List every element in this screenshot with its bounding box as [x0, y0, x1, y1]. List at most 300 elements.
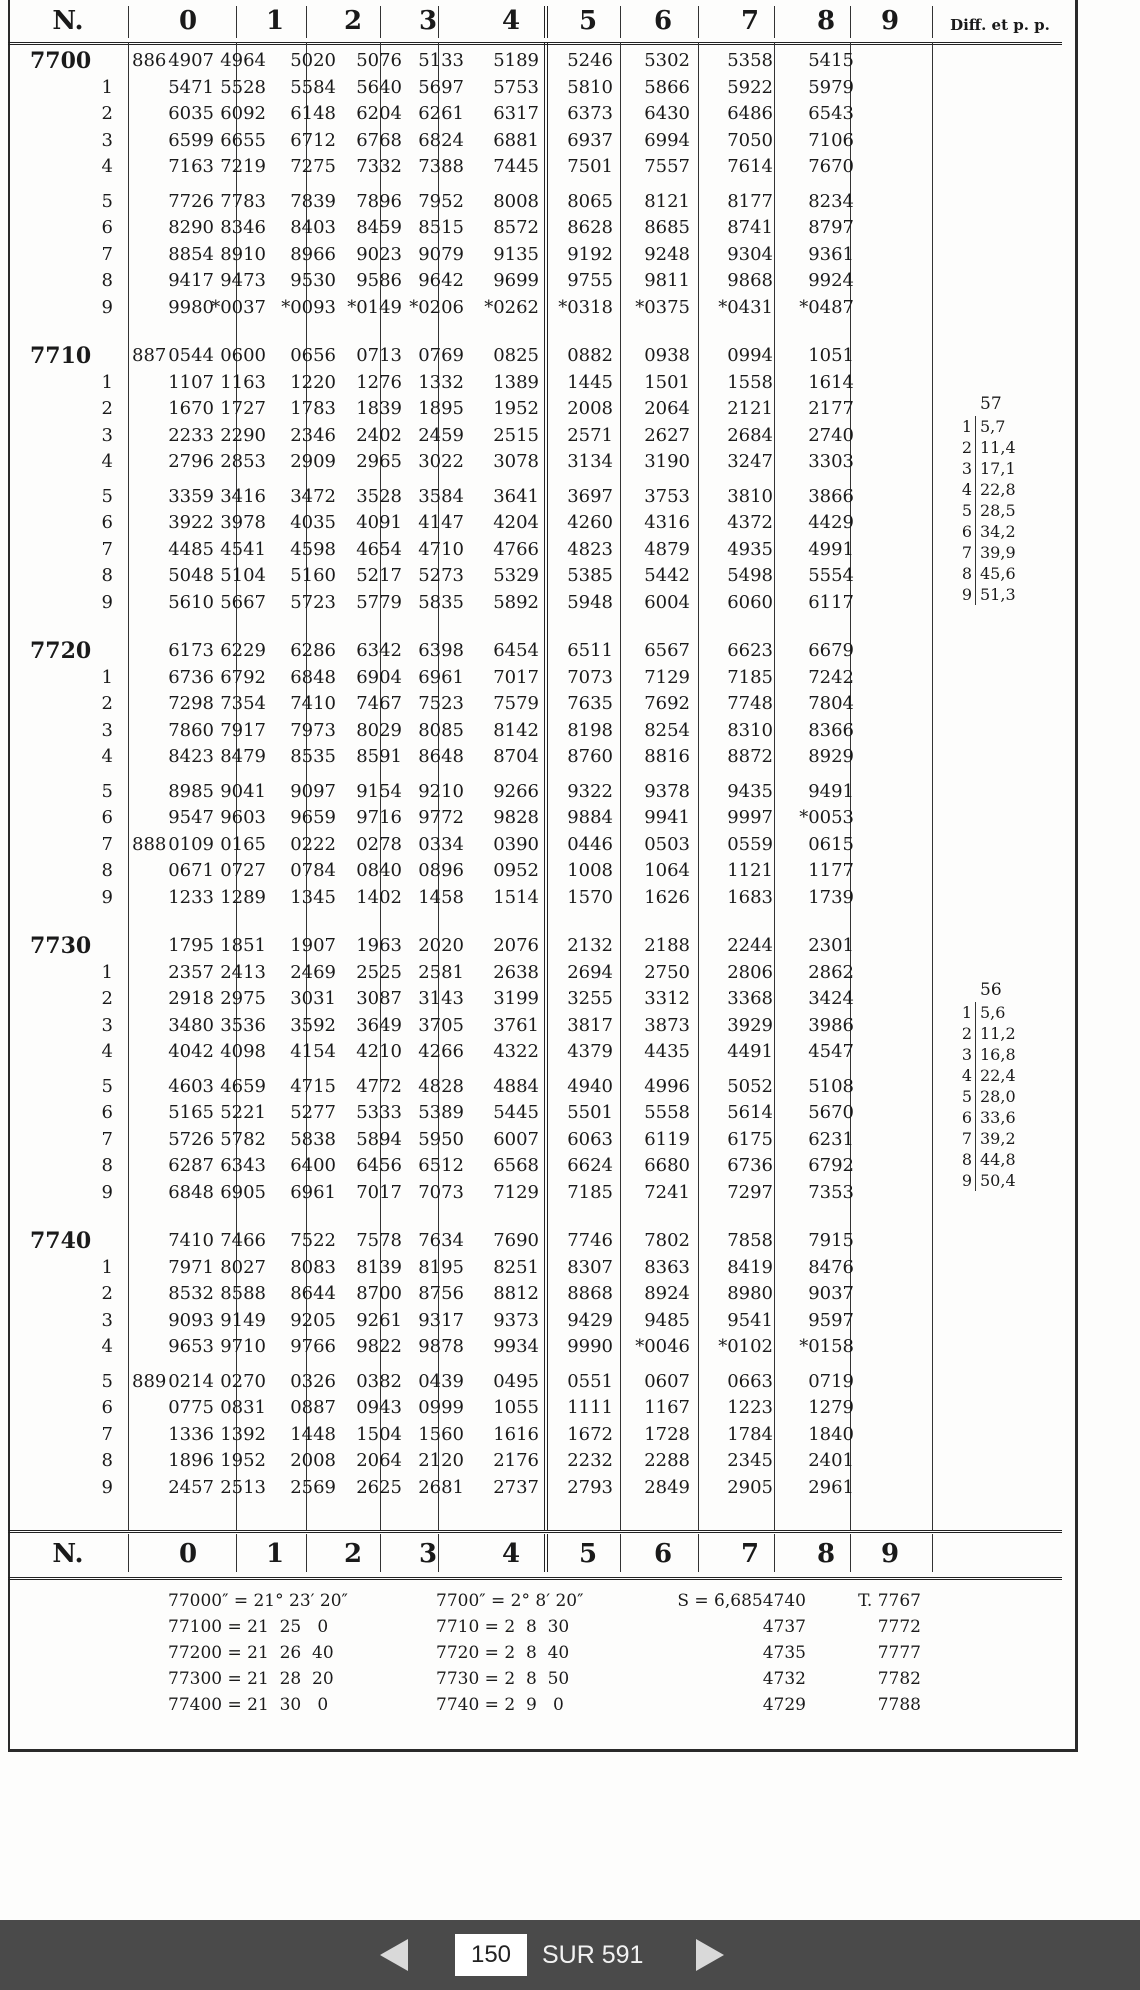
pp-value: 44,8: [980, 1150, 1016, 1169]
table-cell: 5277: [290, 1102, 336, 1123]
row-number: 7700: [30, 48, 92, 74]
table-row: [8, 50, 1062, 72]
header-rule: [544, 6, 548, 38]
note-line: 7700″ = 2° 8′ 20″: [436, 1591, 584, 1611]
table-cell: 7634: [418, 1230, 464, 1251]
ftr-digit-1: 1: [265, 1539, 285, 1569]
table-row: [8, 297, 1062, 319]
table-cell: 8588: [220, 1283, 266, 1304]
row-number: 1: [101, 76, 113, 98]
table-row: [8, 1015, 1062, 1037]
table-cell: 6007: [493, 1128, 539, 1150]
table-cell: 2121: [727, 398, 773, 419]
row-number: 4: [101, 451, 113, 472]
table-cell: 6994: [644, 129, 690, 151]
pp-row: [950, 542, 1016, 563]
table-cell: 6905: [220, 1181, 266, 1203]
table-cell: 3922: [168, 512, 214, 533]
row-number: 7740: [30, 1228, 92, 1254]
note-line: 4735: [762, 1643, 806, 1663]
table-cell: 6768: [356, 129, 402, 151]
table-cell: 5667: [220, 591, 266, 613]
table-cell: 6373: [567, 103, 613, 124]
table-cell: 0671: [168, 860, 214, 881]
pp-row: [950, 563, 1016, 584]
table-cell: 6655: [220, 129, 266, 151]
row-number: 1: [101, 371, 113, 393]
footer-rule: [438, 1534, 439, 1572]
hdr-digit-1: 1: [265, 6, 285, 36]
table-cell: 0165: [220, 833, 266, 855]
pp-row: [950, 1149, 1016, 1170]
table-cell: *0262: [484, 296, 539, 318]
note-line: 7710 = 2 8 30: [436, 1617, 570, 1637]
table-cell: 0896: [418, 860, 464, 881]
proportional-parts-57: [950, 392, 1016, 605]
table-cell: 1952: [220, 1450, 266, 1471]
table-cell: 0559: [727, 833, 773, 855]
table-cell: 0831: [220, 1397, 266, 1418]
table-cell: 2918: [168, 988, 214, 1009]
table-cell: 8704: [493, 746, 539, 767]
row-number: 7: [101, 1128, 113, 1150]
table-cell: 3753: [644, 485, 690, 507]
table-cell: 2008: [290, 1450, 336, 1471]
table-cell: 1839: [356, 398, 402, 419]
table-cell: 1558: [727, 371, 773, 393]
table-cell: 2457: [168, 1476, 214, 1498]
table-cell: 5221: [220, 1102, 266, 1123]
diff-label: Diff. et p. p.: [950, 16, 1050, 34]
table-cell: 8741: [727, 217, 773, 238]
table-row: [8, 425, 1062, 447]
header-rule: [380, 6, 381, 38]
table-cell: 5333: [356, 1102, 402, 1123]
table-cell: 2177: [808, 398, 854, 419]
hdr-digit-4: 4: [501, 6, 521, 36]
mantissa-prefix: 887: [132, 345, 167, 366]
ftr-digit-6: 6: [653, 1539, 673, 1569]
table-cell: 9530: [290, 270, 336, 291]
hdr-digit-7: 7: [740, 6, 760, 36]
table-cell: 7129: [493, 1181, 539, 1203]
table-row: [8, 1155, 1062, 1177]
table-cell: 4091: [356, 512, 402, 533]
pp-key: 4: [950, 1065, 976, 1086]
pp-key: 3: [950, 458, 976, 479]
table-cell: 4766: [493, 538, 539, 560]
table-row: [8, 156, 1062, 178]
table-cell: 4491: [727, 1041, 773, 1062]
table-cell: 5558: [644, 1102, 690, 1123]
page-count-label: SUR 591: [542, 1941, 644, 1969]
pp-row: [950, 500, 1016, 521]
table-cell: 4991: [808, 538, 854, 560]
footer-rule: [380, 1534, 381, 1572]
pp-row: [950, 1044, 1016, 1065]
table-cell: 5442: [644, 565, 690, 586]
table-cell: 2301: [808, 935, 854, 956]
table-cell: 9485: [644, 1309, 690, 1331]
table-cell: 0887: [290, 1397, 336, 1418]
hdr-digit-5: 5: [578, 6, 598, 36]
table-cell: 2909: [290, 451, 336, 472]
table-cell: 3190: [644, 451, 690, 472]
pp-key: 2: [950, 437, 976, 458]
table-cell: 9541: [727, 1309, 773, 1331]
table-cell: 5329: [493, 565, 539, 586]
table-row: [8, 746, 1062, 768]
table-cell: 5052: [727, 1075, 773, 1097]
table-cell: 7129: [644, 666, 690, 688]
pp-value: 28,0: [980, 1087, 1016, 1106]
table-cell: 9435: [727, 780, 773, 802]
row-number: 6: [101, 1397, 113, 1418]
table-cell: 1626: [644, 886, 690, 908]
row-number: 2: [101, 1283, 113, 1304]
table-cell: 0109: [168, 833, 214, 855]
table-cell: 0663: [727, 1370, 773, 1392]
row-number: 3: [101, 424, 113, 446]
table-cell: 1392: [220, 1423, 266, 1445]
table-cell: 8572: [493, 217, 539, 238]
pp-value: 16,8: [980, 1045, 1016, 1064]
row-number: 9: [101, 1181, 113, 1203]
table-cell: 0503: [644, 833, 690, 855]
table-cell: 8515: [418, 217, 464, 238]
table-cell: 3929: [727, 1014, 773, 1036]
table-row: [8, 345, 1062, 367]
table-cell: 2694: [567, 961, 613, 983]
ftr-digit-0: 0: [178, 1539, 198, 1569]
table-cell: 1504: [356, 1423, 402, 1445]
table-cell: 1616: [493, 1423, 539, 1445]
table-cell: 4035: [290, 512, 336, 533]
table-cell: 4772: [356, 1075, 402, 1097]
table-cell: 9079: [418, 243, 464, 265]
table-cell: 3817: [567, 1014, 613, 1036]
table-cell: 2064: [356, 1450, 402, 1471]
table-cell: 1064: [644, 860, 690, 881]
table-cell: 3641: [493, 485, 539, 507]
table-cell: 4964: [220, 50, 266, 71]
table-cell: 0600: [220, 345, 266, 366]
row-number: 2: [101, 988, 113, 1009]
table-cell: 0326: [290, 1370, 336, 1392]
table-cell: 2132: [567, 935, 613, 956]
table-cell: 8234: [808, 190, 854, 212]
table-cell: 5726: [168, 1128, 214, 1150]
table-cell: 2513: [220, 1476, 266, 1498]
table-cell: *0149: [347, 296, 402, 318]
table-cell: *0158: [799, 1336, 854, 1357]
row-number: 7: [101, 243, 113, 265]
table-cell: 1289: [220, 886, 266, 908]
table-cell: 7106: [808, 129, 854, 151]
table-cell: 8290: [168, 217, 214, 238]
note-line: 7788: [877, 1695, 921, 1715]
header-rule: [774, 6, 775, 38]
table-cell: 4485: [168, 538, 214, 560]
table-cell: 2020: [418, 935, 464, 956]
table-cell: 6599: [168, 129, 214, 151]
table-cell: 4884: [493, 1075, 539, 1097]
table-cell: 7670: [808, 156, 854, 177]
table-cell: 8535: [290, 746, 336, 767]
table-row: [8, 372, 1062, 394]
notes-arc: [436, 1588, 583, 1718]
pp-row: [950, 1065, 1016, 1086]
table-cell: 8644: [290, 1283, 336, 1304]
table-cell: 9149: [220, 1309, 266, 1331]
ftr-digit-9: 9: [880, 1539, 900, 1569]
table-cell: 2569: [290, 1476, 336, 1498]
table-cell: 7578: [356, 1230, 402, 1251]
table-cell: 1111: [567, 1397, 613, 1418]
table-cell: 2740: [808, 424, 854, 446]
table-cell: 8700: [356, 1283, 402, 1304]
table-cell: 3810: [727, 485, 773, 507]
table-cell: 6680: [644, 1155, 690, 1176]
table-cell: 8476: [808, 1256, 854, 1278]
table-row: [8, 451, 1062, 473]
table-cell: 7241: [644, 1181, 690, 1203]
table-cell: 8307: [567, 1256, 613, 1278]
table-cell: 7050: [727, 129, 773, 151]
table-cell: 6119: [644, 1128, 690, 1150]
table-cell: 3528: [356, 485, 402, 507]
row-number: 6: [101, 807, 113, 828]
table-row: [8, 103, 1062, 125]
table-cell: 9811: [644, 270, 690, 291]
table-cell: 5385: [567, 565, 613, 586]
table-cell: 9378: [644, 780, 690, 802]
table-cell: 7410: [290, 693, 336, 714]
table-cell: 2737: [493, 1476, 539, 1498]
table-cell: 6736: [168, 666, 214, 688]
table-cell: 9710: [220, 1336, 266, 1357]
table-cell: 1389: [493, 371, 539, 393]
table-cell: 5614: [727, 1102, 773, 1123]
table-cell: 1055: [493, 1397, 539, 1418]
table-cell: 2290: [220, 424, 266, 446]
table-cell: 4996: [644, 1075, 690, 1097]
table-cell: 1107: [168, 371, 214, 393]
table-cell: 4710: [418, 538, 464, 560]
table-cell: 9766: [290, 1336, 336, 1357]
pp-difference-head: 57: [980, 394, 1002, 414]
row-number: 6: [101, 512, 113, 533]
table-cell: 1167: [644, 1397, 690, 1418]
table-row: [8, 807, 1062, 829]
table-cell: 5048: [168, 565, 214, 586]
table-cell: 6287: [168, 1155, 214, 1176]
table-cell: 3705: [418, 1014, 464, 1036]
pagination-bar: [0, 1920, 1140, 1990]
table-cell: 5753: [493, 76, 539, 98]
table-cell: 9990: [567, 1336, 613, 1357]
note-line: 7782: [877, 1669, 921, 1689]
table-cell: 1670: [168, 398, 214, 419]
table-row: [8, 398, 1062, 420]
table-cell: 1783: [290, 398, 336, 419]
table-cell: 8910: [220, 243, 266, 265]
table-cell: 1895: [418, 398, 464, 419]
table-cell: 2120: [418, 1450, 464, 1471]
table-cell: 5723: [290, 591, 336, 613]
note-line: 7740 = 2 9 0: [436, 1695, 564, 1715]
table-cell: 2627: [644, 424, 690, 446]
table-cell: 7915: [808, 1230, 854, 1251]
table-cell: 6430: [644, 103, 690, 124]
table-cell: 9653: [168, 1336, 214, 1357]
table-cell: 6824: [418, 129, 464, 151]
table-cell: 1276: [356, 371, 402, 393]
table-cell: 8419: [727, 1256, 773, 1278]
table-cell: 1121: [727, 860, 773, 881]
pp-row: [950, 458, 1016, 479]
table-cell: 4654: [356, 538, 402, 560]
row-number: 2: [101, 398, 113, 419]
pp-row: [950, 1023, 1016, 1044]
ftr-digit-4: 4: [501, 1539, 521, 1569]
table-cell: 2965: [356, 451, 402, 472]
table-cell: 0882: [567, 345, 613, 366]
table-cell: 7579: [493, 693, 539, 714]
pp-value: 39,2: [980, 1129, 1016, 1148]
table-cell: 8760: [567, 746, 613, 767]
mantissa-prefix: 889: [132, 1370, 167, 1392]
table-cell: 0270: [220, 1370, 266, 1392]
table-cell: 0334: [418, 833, 464, 855]
pp-key: 7: [950, 1128, 976, 1149]
table-cell: 5076: [356, 50, 402, 71]
pp-value: 39,9: [980, 543, 1016, 562]
table-cell: 7298: [168, 693, 214, 714]
table-cell: 7275: [290, 156, 336, 177]
pp-key: 9: [950, 1170, 976, 1191]
table-cell: 9491: [808, 780, 854, 802]
table-row: [8, 1129, 1062, 1151]
table-cell: 5133: [418, 50, 464, 71]
table-cell: 5810: [567, 76, 613, 98]
table-cell: 9205: [290, 1309, 336, 1331]
table-cell: 6456: [356, 1155, 402, 1176]
row-number: 7720: [30, 638, 92, 664]
table-cell: 8756: [418, 1283, 464, 1304]
table-cell: 9597: [808, 1309, 854, 1331]
table-cell: 4210: [356, 1041, 402, 1062]
table-cell: 6848: [168, 1181, 214, 1203]
row-number: 6: [101, 1102, 113, 1123]
pp-key: 4: [950, 479, 976, 500]
table-cell: 8254: [644, 719, 690, 741]
table-cell: 9699: [493, 270, 539, 291]
table-cell: 3424: [808, 988, 854, 1009]
table-cell: 1051: [808, 345, 854, 366]
table-cell: 8591: [356, 746, 402, 767]
table-cell: 4322: [493, 1041, 539, 1062]
table-cell: 0938: [644, 345, 690, 366]
table-cell: 4098: [220, 1041, 266, 1062]
table-cell: 6060: [727, 591, 773, 613]
table-cell: 3472: [290, 485, 336, 507]
table-cell: 2288: [644, 1450, 690, 1471]
table-cell: 2961: [808, 1476, 854, 1498]
table-cell: 6881: [493, 129, 539, 151]
page-number-input[interactable]: [455, 1934, 527, 1976]
table-row: [8, 1450, 1062, 1472]
table-cell: 2345: [727, 1450, 773, 1471]
table-cell: 2905: [727, 1476, 773, 1498]
table-cell: 8423: [168, 746, 214, 767]
table-cell: *0046: [635, 1336, 690, 1357]
table-cell: 4659: [220, 1075, 266, 1097]
footer-rule: [620, 1534, 621, 1572]
table-cell: 4379: [567, 1041, 613, 1062]
table-cell: 3134: [567, 451, 613, 472]
table-cell: 9037: [808, 1283, 854, 1304]
table-cell: 8648: [418, 746, 464, 767]
table-cell: 9642: [418, 270, 464, 291]
pp-row: [950, 416, 1016, 437]
table-cell: 8310: [727, 719, 773, 741]
row-number: 5: [101, 1370, 113, 1392]
table-cell: 8403: [290, 217, 336, 238]
table-cell: 8868: [567, 1283, 613, 1304]
table-cell: 1560: [418, 1423, 464, 1445]
table-row: [8, 1371, 1062, 1393]
table-cell: 4715: [290, 1075, 336, 1097]
table-row: [8, 1424, 1062, 1446]
row-number: 2: [101, 103, 113, 124]
table-row: [8, 270, 1062, 292]
table-cell: 9093: [168, 1309, 214, 1331]
table-cell: 8251: [493, 1256, 539, 1278]
table-cell: 2581: [418, 961, 464, 983]
table-cell: 5498: [727, 565, 773, 586]
table-cell: 6679: [808, 640, 854, 661]
table-cell: 4603: [168, 1075, 214, 1097]
table-row: [8, 640, 1062, 662]
table-cell: 6343: [220, 1155, 266, 1176]
table-cell: 0390: [493, 833, 539, 855]
table-cell: 1963: [356, 935, 402, 956]
table-cell: 8366: [808, 719, 854, 741]
table-cell: 7297: [727, 1181, 773, 1203]
pp-row: [950, 1086, 1016, 1107]
table-cell: 8085: [418, 719, 464, 741]
table-cell: 3255: [567, 988, 613, 1009]
table-cell: 3031: [290, 988, 336, 1009]
note-line: 7720 = 2 8 40: [436, 1643, 570, 1663]
table-cell: 1840: [808, 1423, 854, 1445]
next-page-button[interactable]: [696, 1939, 724, 1971]
pp-key: 5: [950, 1086, 976, 1107]
table-cell: 7445: [493, 156, 539, 177]
table-cell: 6568: [493, 1155, 539, 1176]
table-cell: 3697: [567, 485, 613, 507]
previous-page-button[interactable]: [380, 1939, 408, 1971]
table-cell: 6231: [808, 1128, 854, 1150]
table-cell: 8854: [168, 243, 214, 265]
table-cell: 9878: [418, 1336, 464, 1357]
table-cell: 5950: [418, 1128, 464, 1150]
table-cell: *0053: [799, 807, 854, 828]
table-cell: 2008: [567, 398, 613, 419]
table-cell: 2684: [727, 424, 773, 446]
note-line: 7777: [877, 1643, 921, 1663]
